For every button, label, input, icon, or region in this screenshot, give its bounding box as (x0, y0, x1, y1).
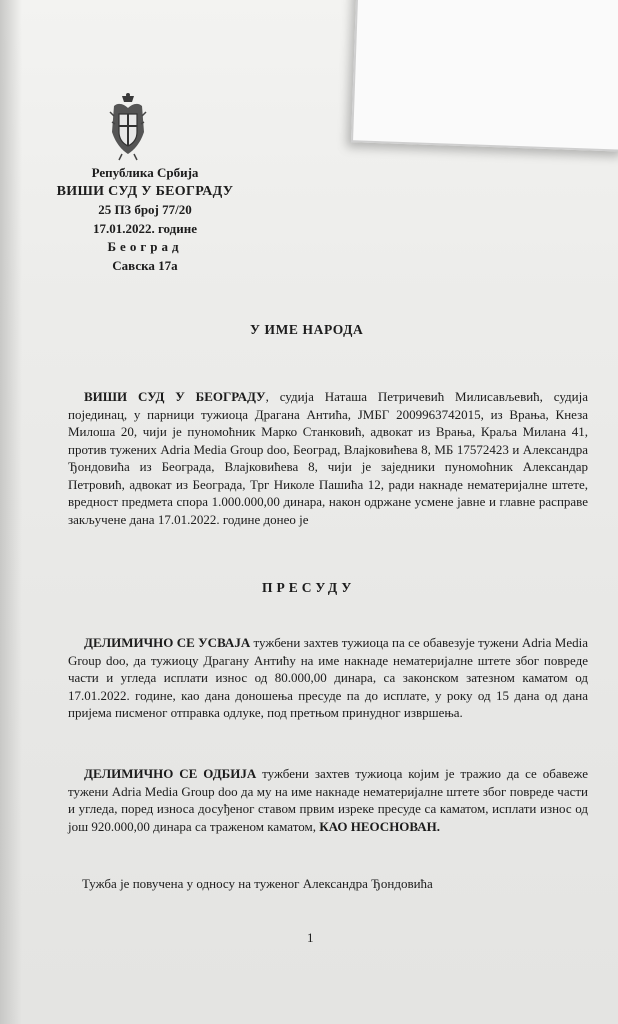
verdict-1-text: тужбени захтев тужиоца па се обавезује тужени Adria Media Group doo, да тужиоцу Драгану Антићу на име накнаде нематеријалне штете због повреде части и угледа исплати износ од 80.000,00 динара, са законском затезном каматом од 17.01.2022. године, као дана доношења пресуде па до исплате, у року од 15 дана од дана пријема писменог отправка одлуке, под претњом принудног извршења. (68, 635, 588, 720)
document-date: 17.01.2022. године (92, 220, 198, 236)
verdict-2-text: тужбени захтев тужиоца којим је тражио да се обавеже тужени Adria Media Group doo да му на име накнаде нематеријалне штете због повреде части и угледа, поред износа досуђеног ставом првим изреке пресуде са каматом, исплати износ од још 920.000,00 динара са траженом каматом, (68, 766, 589, 834)
country-name: Република Србија (91, 165, 199, 180)
verdict-2-tail: КАО НЕОСНОВАН. (319, 818, 441, 834)
coat-of-arms-icon (108, 92, 148, 162)
intro-court-name: ВИШИ СУД У БЕОГРАДУ (84, 389, 266, 404)
withdrawal-paragraph: Тужба је повучена у односу на туженог Александра Ђондовића (82, 876, 433, 891)
in-the-name-of-people-heading: У ИМЕ НАРОДА (250, 322, 364, 337)
court-address: Савска 17а (112, 257, 178, 273)
court-header (30, 164, 260, 275)
verdict-2-lead: ДЕЛИМИЧНО СЕ ОДБИЈА (84, 766, 257, 781)
verdict-1-lead: ДЕЛИМИЧНО СЕ УСВАЈА (84, 635, 251, 650)
intro-paragraph (68, 388, 588, 528)
page-edge-shadow (0, 0, 22, 1024)
verdict-paragraph-partially-accepted (68, 634, 588, 722)
verdict-paragraph-partially-rejected (68, 765, 588, 835)
page-number: 1 (307, 930, 314, 945)
court-name: ВИШИ СУД У БЕОГРАДУ (56, 183, 234, 199)
overlapping-paper-sheet (351, 0, 618, 152)
verdict-heading: ПРЕСУДУ (262, 580, 356, 595)
intro-text: , судија Наташа Петричевић Милисављевић, судија појединац, у парници тужиоца Драгана Антића, ЈМБГ 2009963742015, из Врања, Кнеза Милоша 20, чији је пуномоћник Марко Станковић, адвокат из Врања, Краља Милана 41, против тужених Adria Media Group doo, Београд, Влајковићева 8, МБ 17572423 и Александра Ђондовића из Београда, Влајковићева 8, чији је заједники пуномоћник Александар Петровић, адвокат из Београда, Трг Николе Пашића 12, ради накнаде нематеријалне штете, вредност предмета спора 1.000.000,00 динара, након одржане усмене јавне и главне расправе закључене дана 17.01.2022. године донео је (68, 389, 588, 527)
case-number: 25 П3 број 77/20 (98, 202, 192, 217)
city-name: Београд (107, 239, 183, 254)
